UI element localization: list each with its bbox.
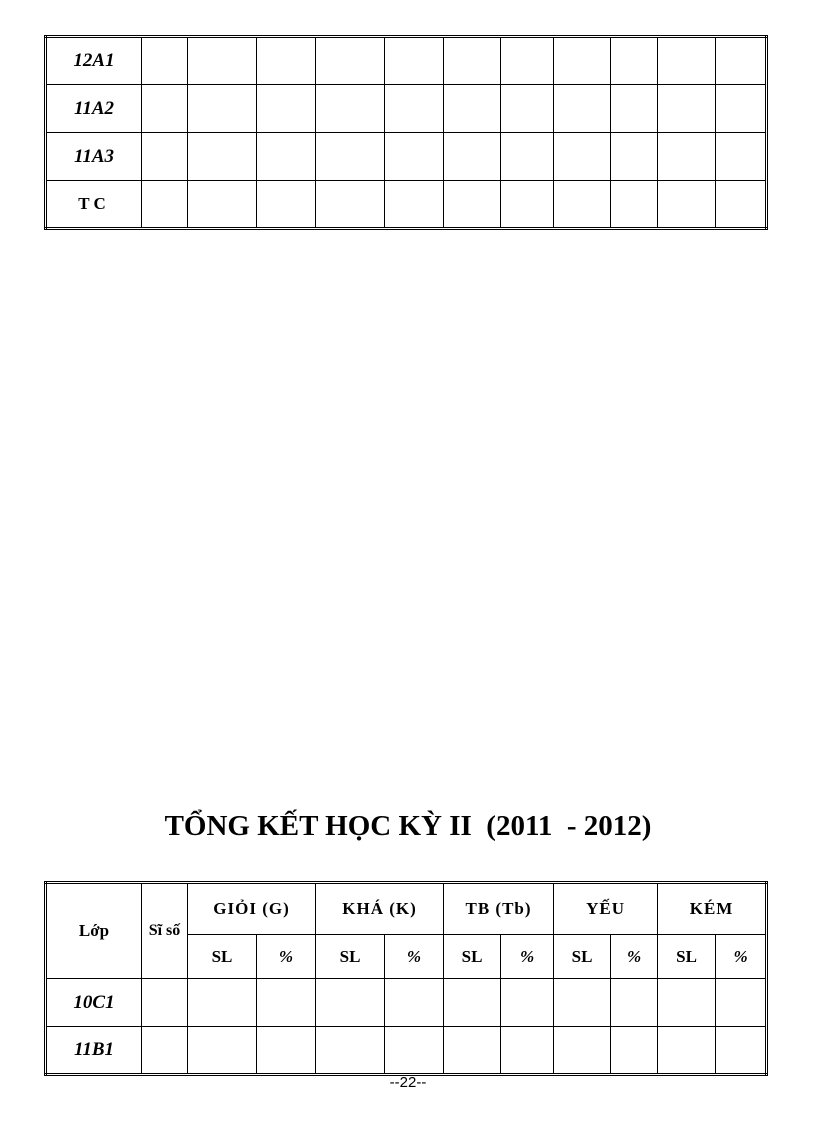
header-row <box>46 883 767 935</box>
table-row <box>46 85 767 133</box>
table-row <box>46 1027 767 1075</box>
sl-header: SL <box>658 935 716 979</box>
count-column-header: Sĩ số <box>142 883 188 979</box>
class-label: 11A2 <box>46 85 142 133</box>
table-row <box>46 181 767 229</box>
table-row <box>46 37 767 85</box>
percent-header: % <box>501 935 554 979</box>
total-label: TC <box>46 181 142 229</box>
class-results-table-continued <box>44 35 768 230</box>
class-label: 12A1 <box>46 37 142 85</box>
percent-header: % <box>385 935 444 979</box>
percent-header: % <box>257 935 316 979</box>
table-row <box>46 133 767 181</box>
sl-header: SL <box>188 935 257 979</box>
group-header-good: KHÁ (K) <box>316 883 444 935</box>
class-label: 10C1 <box>46 979 142 1027</box>
class-column-header: Lớp <box>46 883 142 979</box>
group-header-excellent: GIỎI (G) <box>188 883 316 935</box>
group-header-weak: YẾU <box>554 883 658 935</box>
page-title: TỔNG KẾT HỌC KỲ II (2011 - 2012) <box>164 810 652 842</box>
page-number: --22-- <box>389 1074 427 1091</box>
group-header-poor: KÉM <box>658 883 767 935</box>
percent-header: % <box>611 935 658 979</box>
semester-summary-table <box>44 881 768 1076</box>
class-label: 11A3 <box>46 133 142 181</box>
table-row <box>46 979 767 1027</box>
sl-header: SL <box>554 935 611 979</box>
percent-header: % <box>716 935 767 979</box>
group-header-average: TB (Tb) <box>444 883 554 935</box>
class-label: 11B1 <box>46 1027 142 1075</box>
sl-header: SL <box>316 935 385 979</box>
sl-header: SL <box>444 935 501 979</box>
